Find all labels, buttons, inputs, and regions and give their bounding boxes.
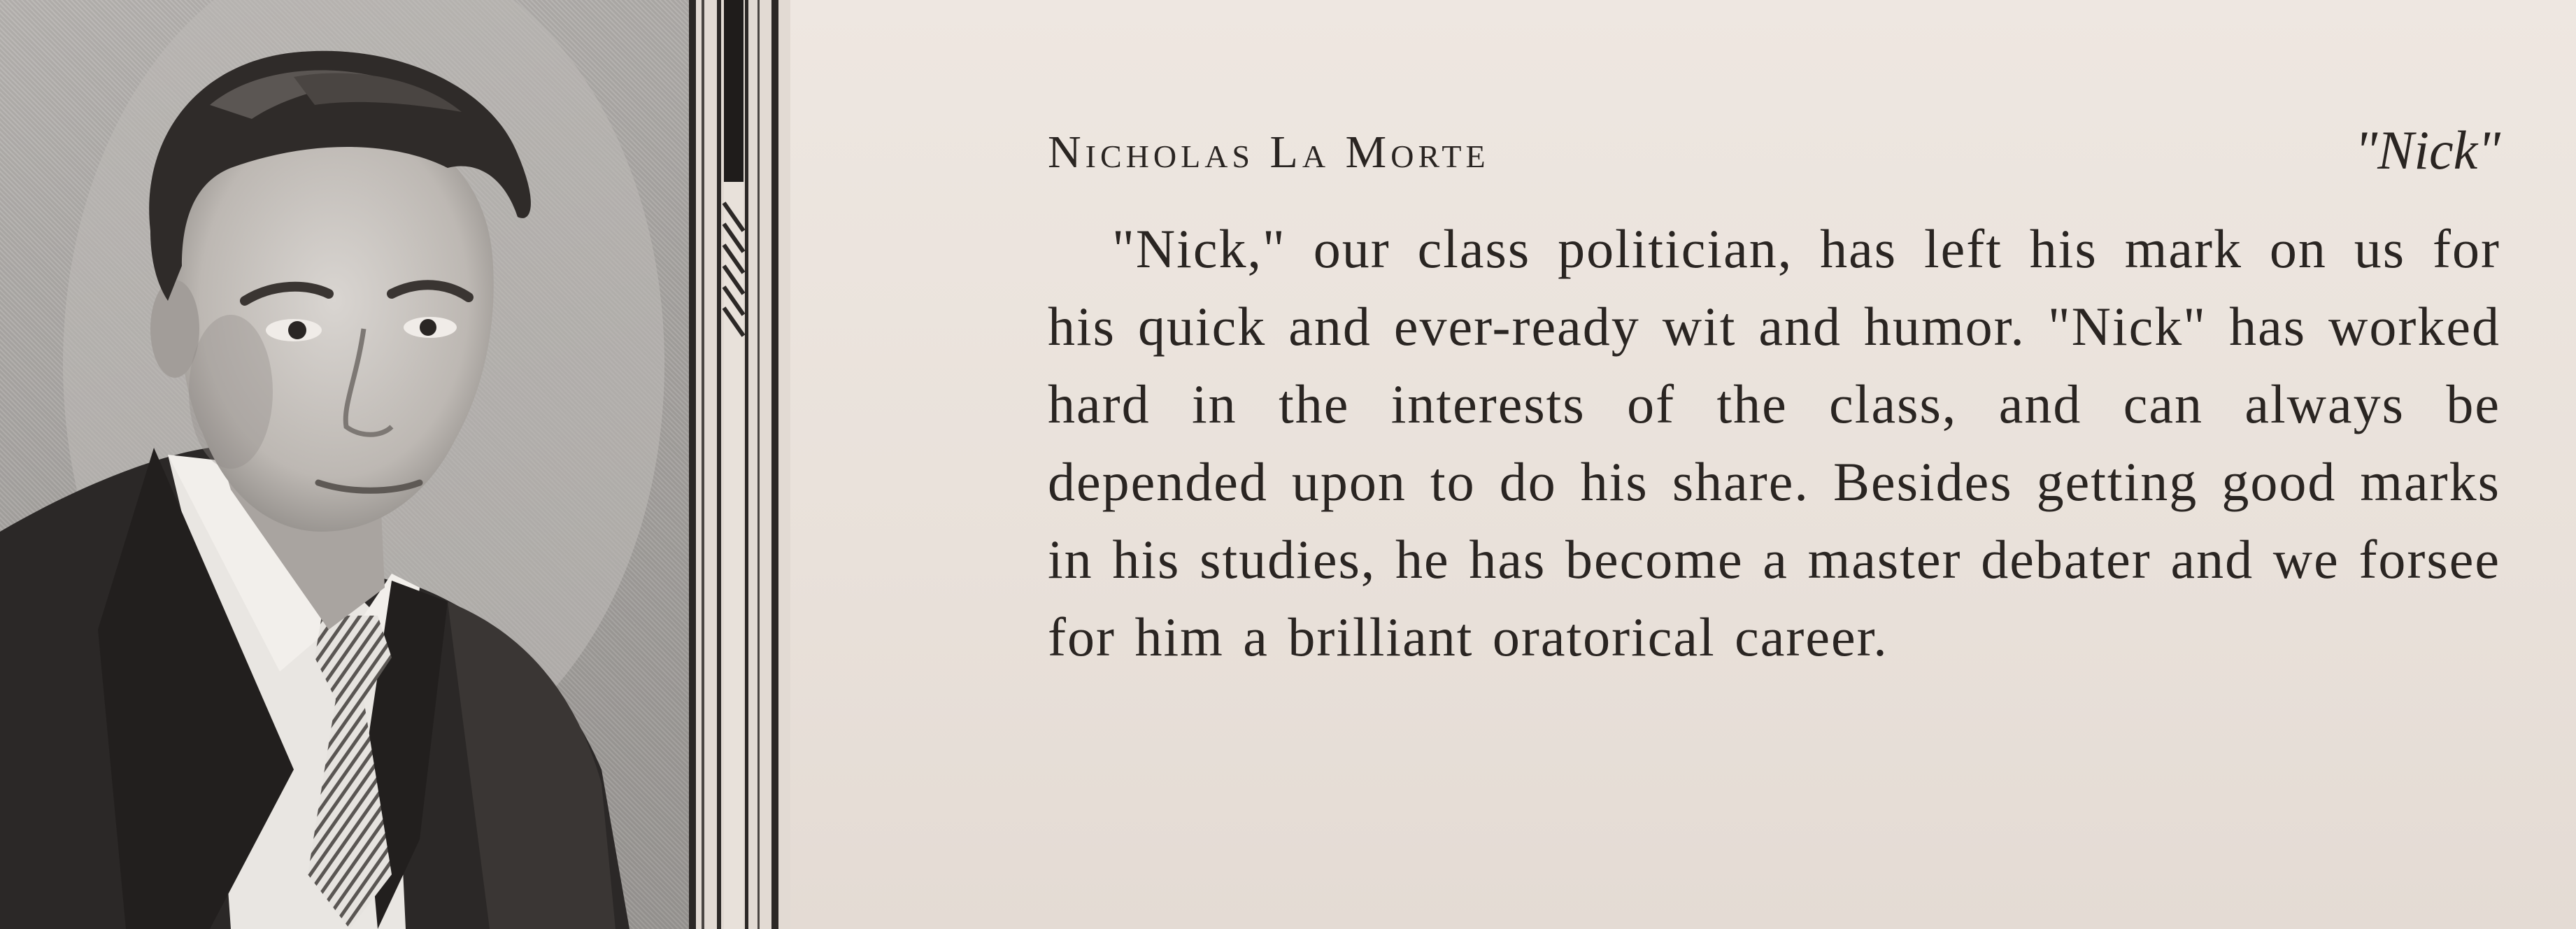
portrait-photo (0, 0, 689, 929)
border-ornament (689, 0, 790, 929)
student-nickname: "Nick" (2354, 120, 2500, 180)
portrait-illustration (0, 0, 689, 929)
biography-text: "Nick," our class politician, has left his mark on us for his quick and ever-ready wit and humor. "Nick" has worked hard in the interests of the class, and can always be depended upon to do his share. Besides getting good marks in his studies, he has become a master debater and we forsee for him a brilliant oratorical career. (1048, 218, 2500, 667)
biography-entry (1042, 119, 2500, 676)
entry-heading (1042, 119, 2500, 196)
decorative-border (689, 0, 790, 929)
student-name: Nicholas La Morte (1048, 127, 1490, 178)
